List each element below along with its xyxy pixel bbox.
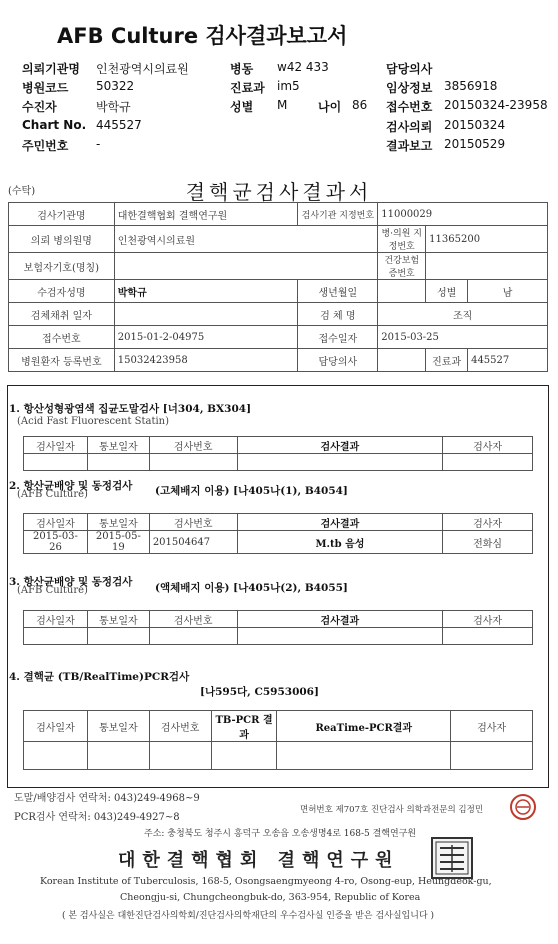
- ins-value: [114, 253, 378, 280]
- lab-no-label: 검사기관 지정번호: [298, 203, 378, 226]
- section-3-subtitle: (AFB Culture): [17, 585, 88, 596]
- lab-value: 대한결핵협회 결핵연구원: [114, 203, 298, 226]
- col-header: 통보일자: [87, 437, 149, 454]
- header-label: 담당의사: [386, 62, 433, 76]
- patient-label: 수검자성명: [9, 280, 115, 303]
- section-1-table: [23, 436, 533, 471]
- dept-label: 진료과: [426, 349, 468, 372]
- ins-no-label: 건강보험 증번호: [378, 253, 426, 280]
- col-header: 검사번호: [149, 514, 237, 531]
- specimen-value: 조직: [378, 303, 548, 326]
- section-1-title: 1. 항산성형광염색 집균도말검사 [너304, BX304]: [9, 403, 252, 415]
- table-row: [24, 454, 533, 471]
- section-3-note: (액체배지 이용) [나405나(2), B4055]: [155, 582, 348, 594]
- hosp-no-label: 병·의원 지정번호: [378, 226, 426, 253]
- header-label: 주민번호: [22, 139, 69, 153]
- info-table: [8, 202, 548, 372]
- lab-label: 검사기관명: [9, 203, 115, 226]
- header-value: M: [277, 98, 288, 112]
- dob-label: 생년월일: [298, 280, 378, 303]
- header-value: 인천광역시의료원: [96, 62, 189, 76]
- dob-value: [378, 280, 426, 303]
- result-cell: 201504647: [149, 531, 237, 554]
- header-label: 임상정보: [386, 81, 433, 95]
- header-label: 결과보고: [386, 139, 433, 153]
- header-label: 나이: [318, 100, 342, 114]
- hosp-no-value: 11365200: [426, 226, 548, 253]
- patient-value: 박학규: [114, 280, 298, 303]
- reg-label: 병원환자 등록번호: [9, 349, 115, 372]
- result-cell: 2015-03-26: [24, 531, 88, 554]
- section-2-subtitle: (AFB Culture): [17, 489, 88, 500]
- result-cell: 2015-05-19: [87, 531, 149, 554]
- table-row: [9, 226, 548, 253]
- header-label: 수진자: [22, 100, 57, 114]
- copy-label: (수탁): [8, 186, 36, 197]
- table-row: [24, 531, 533, 554]
- section-2-title: 2. 항산균배양 및 동정검사: [9, 480, 133, 492]
- org-address-en-1: Korean Institute of Tuberculosis, 168-5, Osongsaengmyeong 4-ro, Osong-eup, Heungdeok-gu,: [40, 876, 492, 887]
- table-row: [24, 628, 533, 645]
- section-3-title: 3. 항산균배양 및 동정검사: [9, 576, 133, 588]
- contact-pcr: PCR검사 연락처: 043)249-4927~8: [14, 812, 180, 823]
- table-row: [9, 203, 548, 226]
- col-header: TB-PCR 결과: [211, 711, 277, 742]
- col-header: 검사일자: [24, 611, 88, 628]
- col-header: 검사번호: [149, 437, 237, 454]
- table-header-row: [24, 711, 533, 742]
- header-value: 50322: [96, 79, 135, 93]
- table-row: [9, 253, 548, 280]
- header-value: 20150324-23958: [444, 98, 548, 112]
- header-label: 접수번호: [386, 100, 433, 114]
- section-4-note: [나595다, C5953006]: [200, 686, 319, 698]
- table-header-row: [24, 611, 533, 628]
- specimen-label: 검 체 명: [298, 303, 378, 326]
- report-title: AFB Culture 검사결과보고서: [57, 24, 348, 48]
- section-3-table: [23, 610, 533, 645]
- address-kr: 주소: 충청북도 청주시 흥덕구 오송읍 오송생명4로 168-5 결핵연구원: [144, 829, 417, 839]
- header-label: 진료과: [230, 81, 265, 95]
- table-row: [9, 303, 548, 326]
- col-header: 통보일자: [87, 711, 149, 742]
- header-label: 의뢰기관명: [22, 62, 80, 76]
- table-row: [9, 326, 548, 349]
- ins-no-value: [426, 253, 548, 280]
- result-cell: 전화심: [443, 531, 533, 554]
- col-header: 검사자: [443, 611, 533, 628]
- contact-smear: 도말/배양검사 연락처: 043)249-4968~9: [14, 793, 200, 804]
- official-seal: [430, 836, 474, 880]
- col-header: 검사결과: [237, 514, 442, 531]
- result-cell: M.tb 음성: [237, 531, 442, 554]
- header-value: 86: [352, 98, 368, 112]
- org-name: 대한결핵협회 결핵연구원: [118, 850, 400, 871]
- collect-value: [114, 303, 298, 326]
- header-value: im5: [277, 79, 300, 93]
- doctor-label: 담당의사: [298, 349, 378, 372]
- ins-label: 보험자기호(명칭): [9, 253, 115, 280]
- header-value: 445527: [96, 118, 142, 132]
- recv-date-label: 접수일자: [298, 326, 378, 349]
- section-2-note: (고체배지 이용) [나405나(1), B4054]: [155, 485, 348, 497]
- col-header: 검사일자: [24, 711, 88, 742]
- col-header: ReaTime-PCR결과: [277, 711, 451, 742]
- col-header: 검사자: [443, 437, 533, 454]
- table-row: [9, 349, 548, 372]
- recv-no-label: 접수번호: [9, 326, 115, 349]
- col-header: 검사결과: [237, 437, 443, 454]
- hosp-label: 의뢰 병의원명: [9, 226, 115, 253]
- header-value: -: [96, 137, 101, 151]
- col-header: 검사일자: [24, 514, 88, 531]
- header-value: w42 433: [277, 60, 329, 74]
- section-1-subtitle: (Acid Fast Fluorescent Statin): [17, 416, 170, 427]
- document-title: 결핵균검사결과서: [185, 180, 373, 204]
- physician-stamp: [508, 792, 538, 822]
- table-row: [9, 280, 548, 303]
- header-value: 20150324: [444, 118, 506, 132]
- doctor-value: [378, 349, 426, 372]
- collect-label: 검체채취 일자: [9, 303, 115, 326]
- hosp-value: 인천광역시의료원: [114, 226, 378, 253]
- header-label: 성별: [230, 100, 254, 114]
- org-address-en-2: Cheongju-si, Chungcheongbuk-do, 363-954, Republic of Korea: [120, 892, 421, 903]
- section-2-table: [23, 513, 533, 554]
- sex-value: 남: [468, 280, 548, 303]
- header-value: 3856918: [444, 79, 498, 93]
- table-row: [24, 742, 533, 770]
- header-label: 병원코드: [22, 81, 69, 95]
- sex-label: 성별: [426, 280, 468, 303]
- col-header: 통보일자: [87, 611, 149, 628]
- dept-value: 445527: [468, 349, 548, 372]
- lab-no-value: 11000029: [378, 203, 548, 226]
- section-4-table: [23, 710, 533, 770]
- recv-date-value: 2015-03-25: [378, 326, 548, 349]
- header-label: Chart No.: [22, 118, 87, 132]
- col-header: 검사자: [451, 711, 533, 742]
- header-value: 박학규: [96, 100, 131, 114]
- header-label: 병동: [230, 62, 254, 76]
- col-header: 검사번호: [149, 611, 237, 628]
- reg-value: 15032423958: [114, 349, 298, 372]
- col-header: 검사결과: [237, 611, 443, 628]
- col-header: 검사자: [443, 514, 533, 531]
- col-header: 검사번호: [149, 711, 211, 742]
- header-value: 20150529: [444, 137, 506, 151]
- col-header: 통보일자: [87, 514, 149, 531]
- section-4-title: 4. 결핵균 (TB/RealTime)PCR검사: [9, 671, 190, 683]
- license-text: 면허번호 제707호 진단검사 의학과전문의 김정민: [300, 805, 484, 815]
- recv-no-value: 2015-01-2-04975: [114, 326, 298, 349]
- header-label: 검사의뢰: [386, 120, 433, 134]
- table-header-row: [24, 437, 533, 454]
- col-header: 검사일자: [24, 437, 88, 454]
- certification-note: ( 본 검사실은 대한진단검사의학회/진단검사의학재단의 우수검사실 인증을 받은 검사실입니다 ): [62, 911, 435, 921]
- table-header-row: [24, 514, 533, 531]
